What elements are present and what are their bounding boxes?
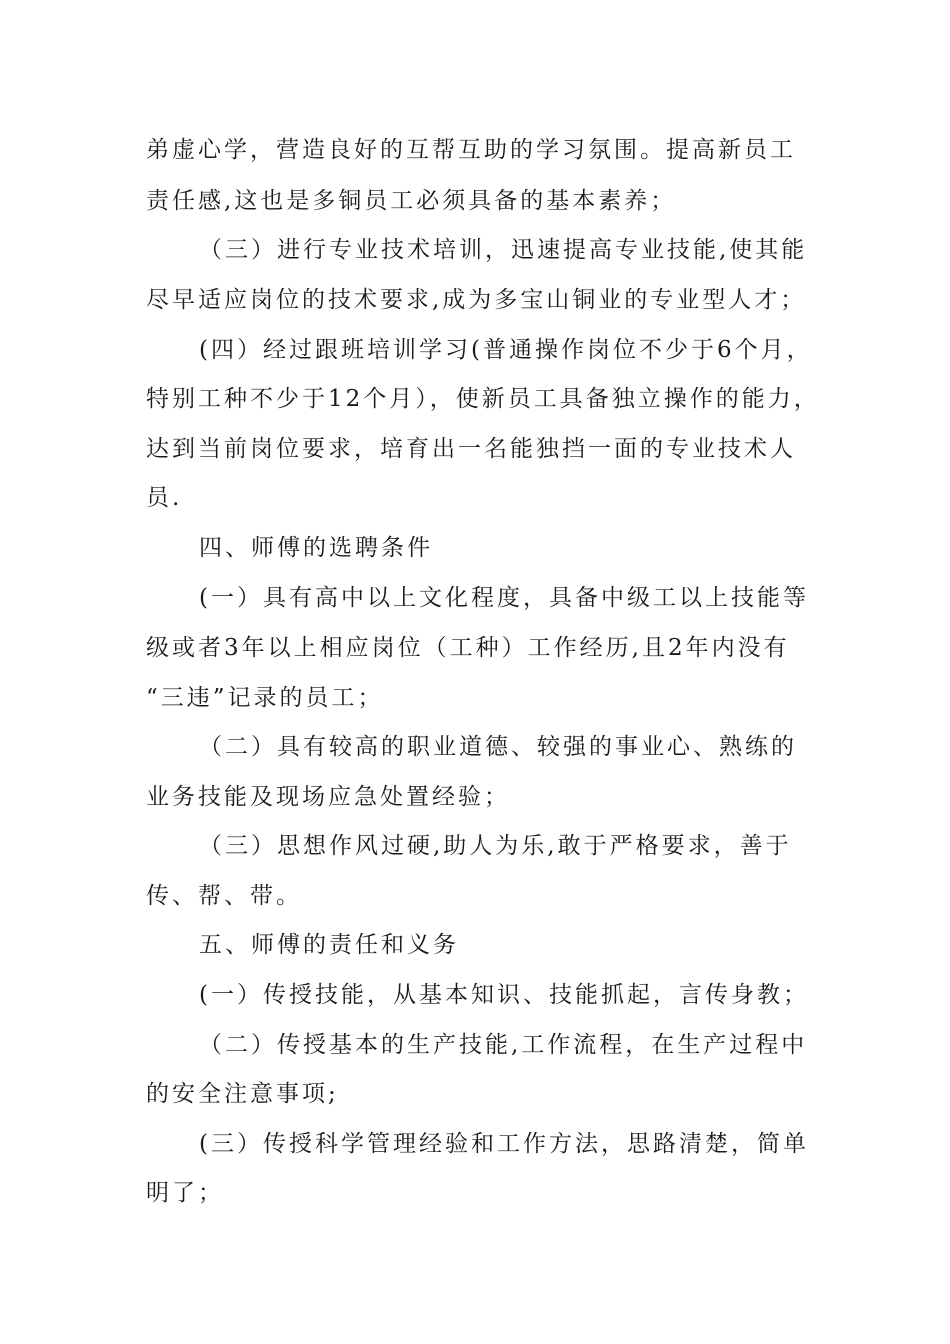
section-heading-5: 五、师傅的责任和义务 — [199, 932, 459, 958]
text-line-21: (三）传授科学管理经验和工作方法，思路清楚，简单 — [199, 1131, 809, 1157]
text-line-13: （二）具有较高的职业道德、较强的事业心、熟练的 — [199, 734, 797, 760]
text-line-4: 尽早适应岗位的技术要求,成为多宝山铜业的专业型人才； — [146, 287, 807, 313]
text-line-3: （三）进行专业技术培训，迅速提高专业技能,使其能 — [199, 237, 808, 263]
text-line-10: (一）具有高中以上文化程度，具备中级工以上技能等 — [199, 585, 809, 611]
text-line-8: 员. — [146, 485, 183, 511]
text-line-7: 达到当前岗位要求，培育出一名能独挡一面的专业技术人 — [146, 436, 796, 462]
text-line-1: 弟虚心学，营造良好的互帮互助的学习氛围。提高新员工 — [146, 137, 796, 163]
text-line-11: 级或者3年以上相应岗位（工种）工作经历,且2年内没有 — [146, 635, 790, 661]
text-line-6: 特别工种不少于12个月），使新员工具备独立操作的能力， — [146, 386, 820, 412]
text-line-16: 传、帮、带。 — [146, 883, 302, 909]
text-line-18: (一）传授技能，从基本知识、技能抓起，言传身教； — [199, 982, 809, 1008]
text-line-15: （三）思想作风过硬,助人为乐,敢于严格要求，善于 — [199, 833, 792, 859]
text-line-14: 业务技能及现场应急处置经验； — [146, 784, 510, 810]
text-line-20: 的安全注意事项; — [146, 1081, 339, 1107]
text-line-22: 明了； — [146, 1180, 224, 1206]
text-line-5: (四）经过跟班培训学习(普通操作岗位不少于6个月， — [199, 337, 813, 363]
text-line-19: （二）传授基本的生产技能,工作流程，在生产过程中 — [199, 1032, 808, 1058]
text-line-2: 责任感,这也是多铜员工必须具备的基本素养； — [146, 188, 677, 214]
text-line-12: “三违”记录的员工； — [146, 685, 384, 711]
section-heading-4: 四、师傅的选聘条件 — [199, 535, 433, 561]
